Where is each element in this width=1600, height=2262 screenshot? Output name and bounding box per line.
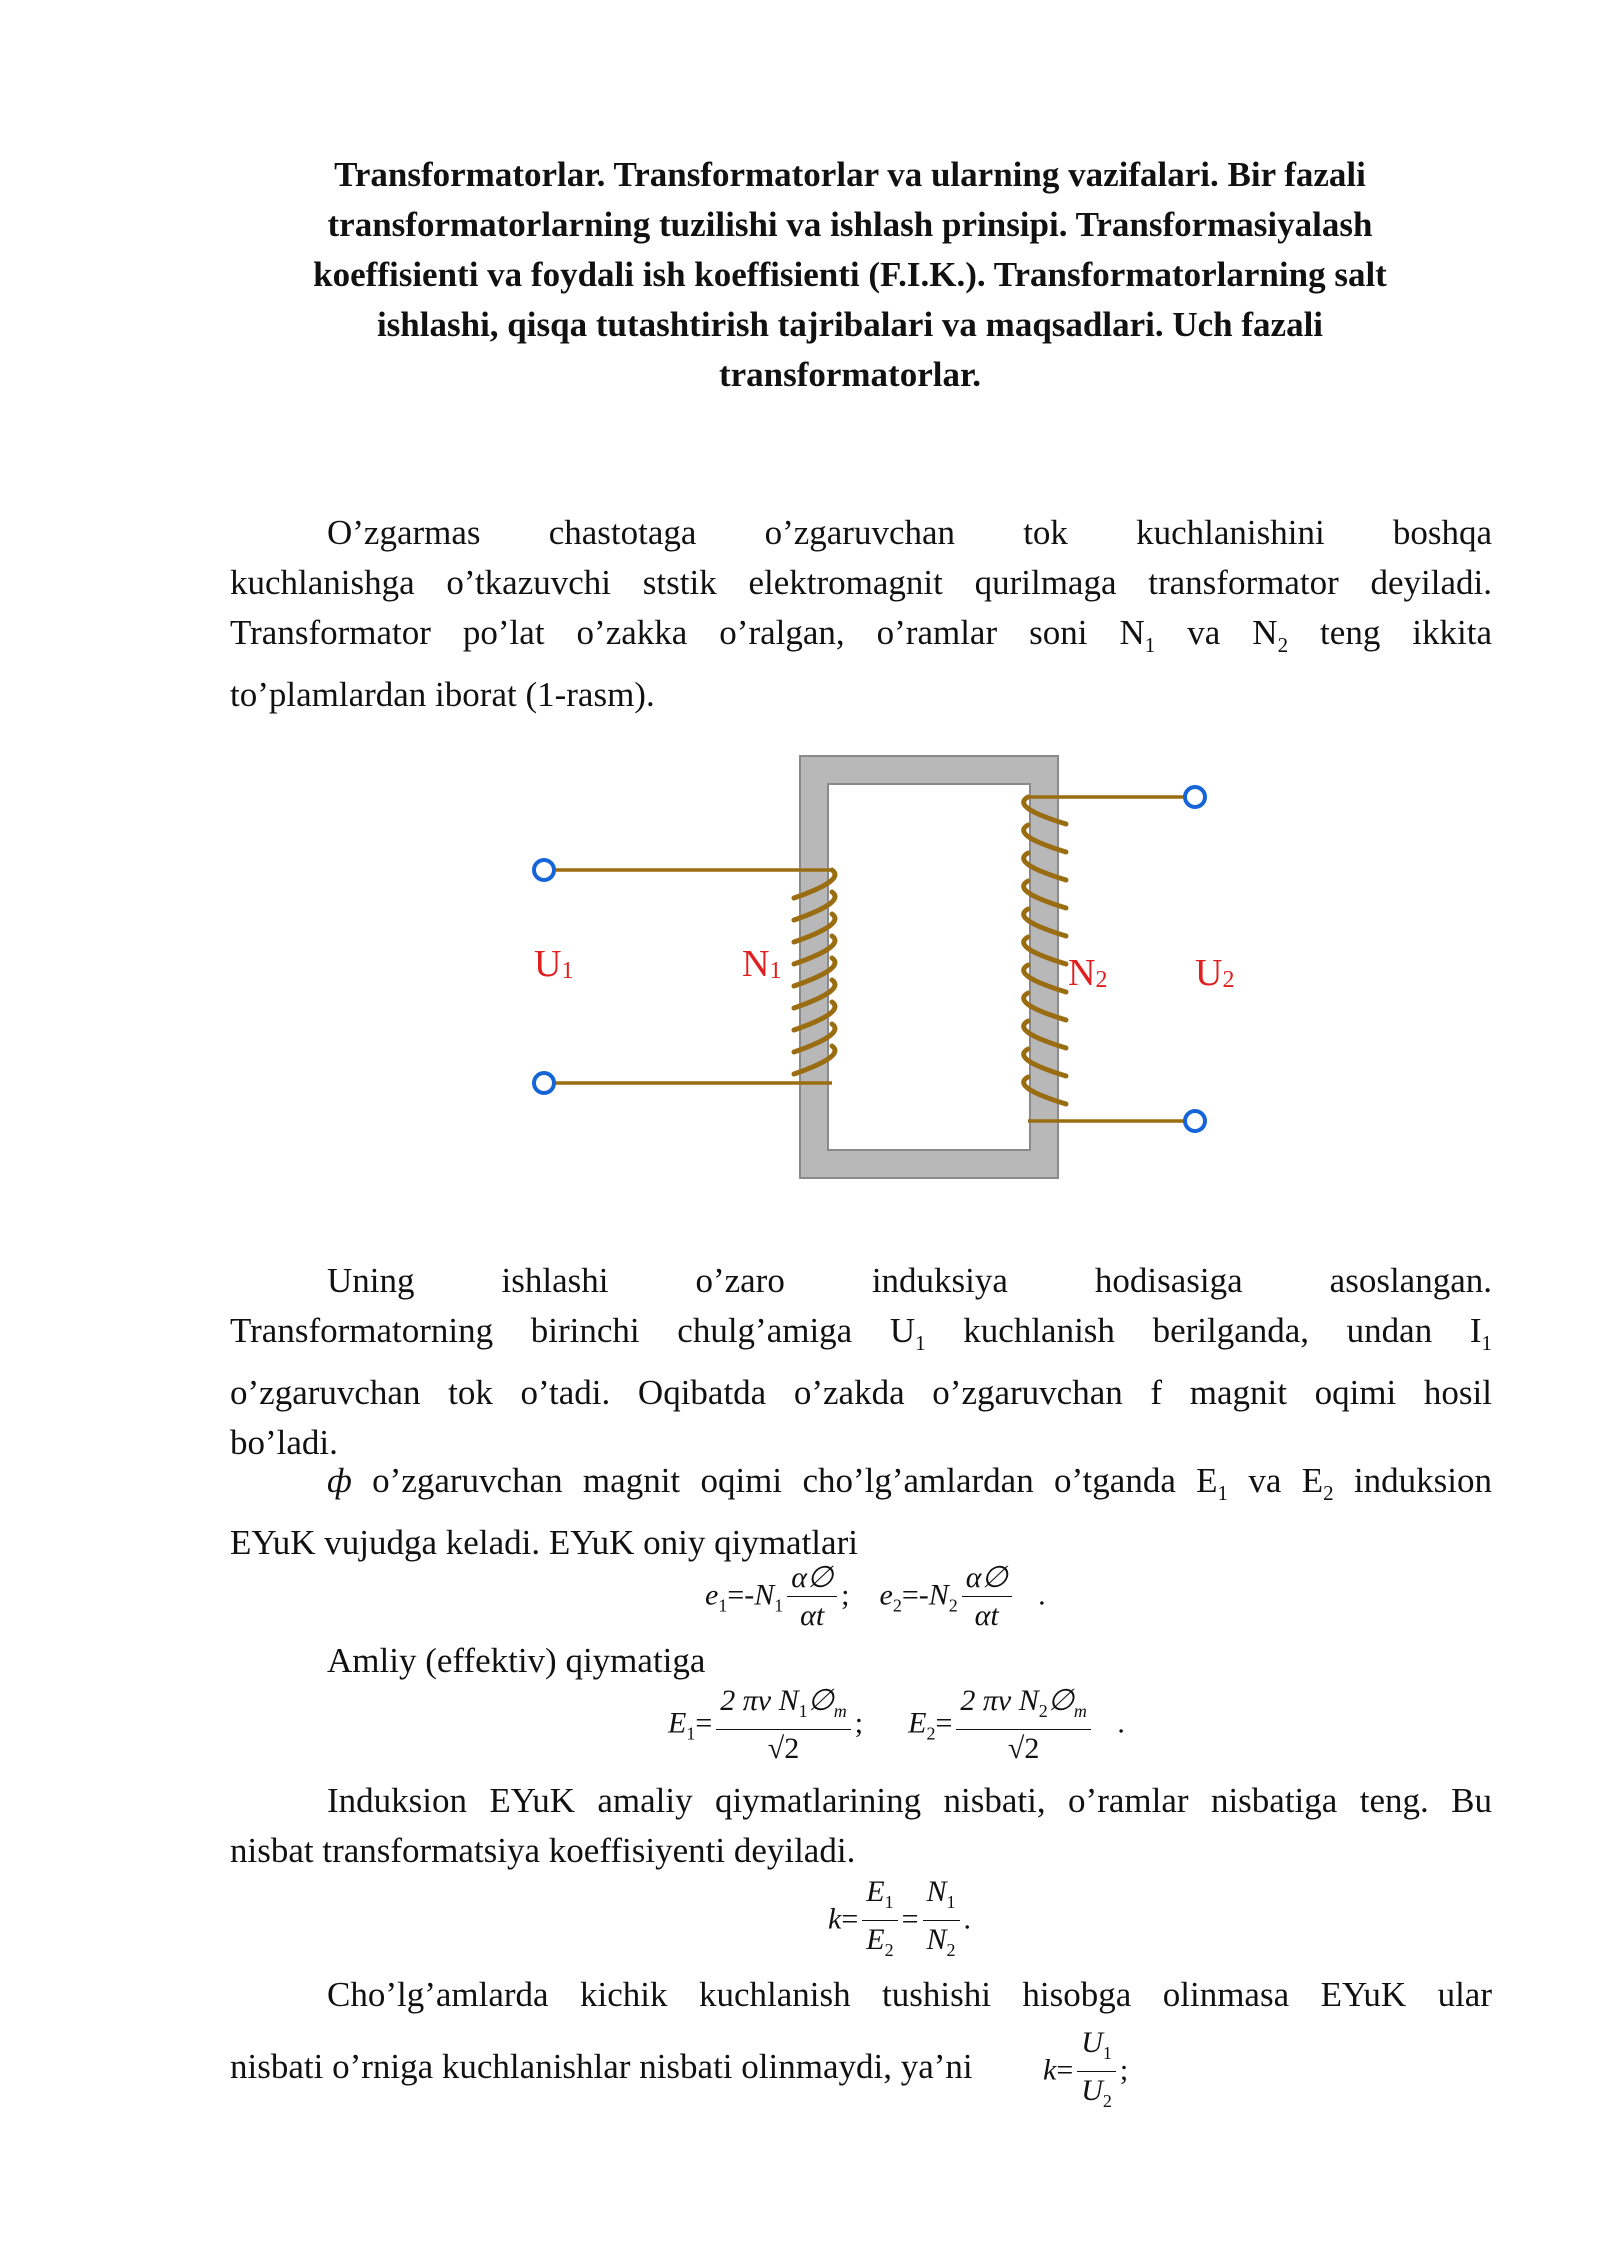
terminal-u1-top bbox=[534, 860, 554, 880]
paragraph-voltage-ratio-line2 bbox=[230, 2042, 973, 2092]
formula-effective-emf: $E_1=$ $\frac{2 \pi v N_1\emptyset_m}{√2}$ ; $E_2=$ $\frac{2 \pi v N_2\emptyset_m}{√2}$ . bbox=[668, 1684, 1125, 1765]
text-line: Cho’lg’amlarda kichik kuchlanish tushishi hisobga olinmasa EYuK ular bbox=[327, 1975, 1492, 2014]
formula-instantaneous-emf: $e_1=-N_1$ $\frac{\alpha\emptyset}{\alpha t}$ ; $e_2=-N_2$ $\frac{\alpha\emptyset}{\alpha t}$ . bbox=[705, 1561, 1046, 1632]
magnetic-core bbox=[800, 756, 1058, 1178]
text-line: nisbat transformatsiya koeffisiyenti deyiladi. bbox=[230, 1831, 856, 1870]
label-u2: U2 bbox=[1195, 952, 1235, 994]
paragraph-definition bbox=[230, 508, 1492, 720]
text-line: to’plamlardan iborat (1-rasm). bbox=[230, 675, 655, 714]
text-line: kuchlanishga o’tkazuvchi ststik elektromagnit qurilmaga transformator deyiladi. bbox=[230, 563, 1492, 602]
formula-transformation-ratio: k= $\frac{E_1}{E_2}$ = $\frac{N_1}{N_2}$ . bbox=[828, 1875, 972, 1960]
paragraph-ratio bbox=[230, 1776, 1492, 1876]
paragraph-effective-value: Amliy (effektiv) qiymatiga bbox=[327, 1641, 706, 1680]
paragraph-working-principle bbox=[230, 1256, 1492, 1468]
text-line: bo’ladi. bbox=[230, 1423, 338, 1462]
text-line: nisbati o’rniga kuchlanishlar nisbati olinmaydi, ya’ni bbox=[230, 2047, 973, 2086]
terminal-u1-bottom bbox=[534, 1073, 554, 1093]
label-n2: N2 bbox=[1068, 952, 1108, 994]
page-title: Transformatorlar. Transformatorlar va ularning vazifalari. Bir fazali transformatorlarning tuzilishi va ishlash prinsipi. Transformasiyalash koeffisienti va foydali ish koeffisienti (F.I.K.). Transformatorlarning salt ishlashi, qisqa tutashtirish tajribalari va maqsadlari. Uch fazali transformatorlar. bbox=[313, 155, 1387, 394]
text-line: Transformatorning birinchi chulg’amiga $U_1$ kuchlanish berilganda, undan $I_1$ bbox=[230, 1311, 1492, 1355]
text-line: ф o’zgaruvchan magnit oqimi cho’lg’amlardan o’tganda $E_1$ va $E_2$ induksion bbox=[327, 1461, 1492, 1505]
phi-symbol: ф bbox=[327, 1461, 352, 1500]
text-line: Transformator po’lat o’zakka o’ralgan, o’ramlar soni $N_1$ va $N_2$ teng ikkita bbox=[230, 613, 1493, 657]
terminal-u2-bottom bbox=[1185, 1111, 1205, 1131]
text-line: O’zgarmas chastotaga o’zgaruvchan tok kuchlanishini boshqa bbox=[327, 513, 1492, 552]
label-u1: U1 bbox=[534, 943, 574, 985]
paragraph-emf bbox=[230, 1456, 1492, 1568]
transformer-diagram bbox=[520, 740, 1260, 1190]
terminal-u2-top bbox=[1185, 787, 1205, 807]
text-line: Induksion EYuK amaliy qiymatlarining nisbati, o’ramlar nisbatiga teng. Bu bbox=[327, 1781, 1492, 1820]
text-line: EYuK vujudga keladi. EYuK oniy qiymatlari bbox=[230, 1523, 858, 1562]
text-line: Uning ishlashi o’zaro induksiya hodisasiga asoslangan. bbox=[327, 1261, 1492, 1300]
label-n1: N1 bbox=[742, 943, 782, 985]
paragraph-voltage-ratio bbox=[230, 1970, 1492, 2020]
text-line: o’zgaruvchan tok o’tadi. Oqibatda o’zakda o’zgaruvchan f magnit oqimi hosil bbox=[230, 1373, 1492, 1412]
formula-voltage-ratio: k= $\frac{U_1}{U_2}$ ; bbox=[1043, 2026, 1129, 2111]
